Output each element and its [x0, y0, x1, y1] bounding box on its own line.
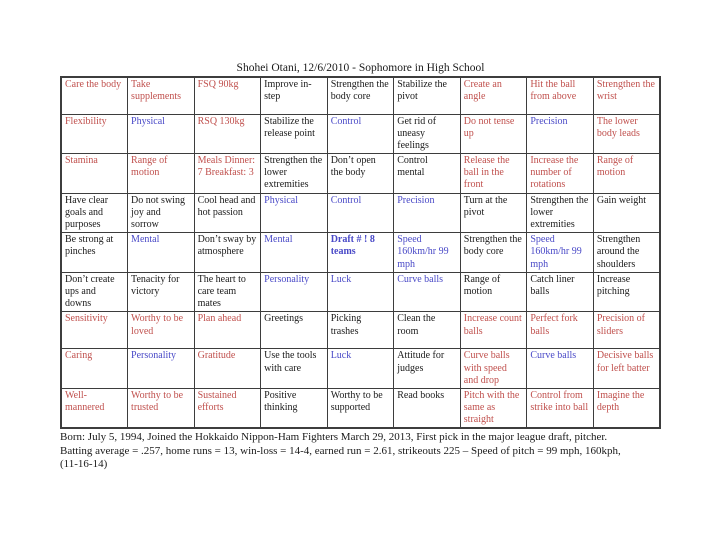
grid-cell-r3c4: Strengthen the lower extremities	[261, 154, 328, 194]
grid-row-4	[61, 193, 660, 233]
grid-cell-r5c6: Speed 160km/hr 99 mph	[394, 233, 461, 273]
grid-cell-r1c8: Hit the ball from above	[527, 77, 594, 114]
grid-cell-r1c1: Care the body	[61, 77, 128, 114]
grid-cell-r9c4: Positive thinking	[261, 388, 328, 428]
grid-cell-r6c8: Catch liner balls	[527, 272, 594, 312]
grid-cell-r8c3: Gratitude	[194, 349, 261, 389]
grid-cell-r9c2: Worthy to be trusted	[128, 388, 195, 428]
goal-grid-body	[61, 77, 660, 428]
grid-cell-r9c5: Worthy to be supported	[327, 388, 394, 428]
grid-cell-r5c9: Strengthen around the shoulders	[593, 233, 660, 273]
grid-cell-r8c7: Curve balls with speed and drop	[460, 349, 527, 389]
grid-cell-r5c7: Strengthen the body core	[460, 233, 527, 273]
grid-cell-r5c8: Speed 160km/hr 99 mph	[527, 233, 594, 273]
grid-cell-r4c7: Turn at the pivot	[460, 193, 527, 233]
grid-cell-r5c5: Draft # ! 8 teams	[327, 233, 394, 273]
grid-cell-r3c5: Don’t open the body	[327, 154, 394, 194]
grid-cell-r9c3: Sustained efforts	[194, 388, 261, 428]
grid-cell-r6c5: Luck	[327, 272, 394, 312]
grid-cell-r7c1: Sensitivity	[61, 312, 128, 349]
grid-cell-r6c6: Curve balls	[394, 272, 461, 312]
grid-cell-r5c2: Mental	[128, 233, 195, 273]
grid-cell-r2c3: RSQ 130kg	[194, 114, 261, 154]
grid-cell-r1c9: Strengthen the wrist	[593, 77, 660, 114]
grid-cell-r1c2: Take supplements	[128, 77, 195, 114]
grid-cell-r9c8: Control from strike into ball	[527, 388, 594, 428]
grid-cell-r4c6: Precision	[394, 193, 461, 233]
grid-cell-r7c7: Increase count balls	[460, 312, 527, 349]
grid-cell-r8c8: Curve balls	[527, 349, 594, 389]
grid-cell-r6c3: The heart to care team mates	[194, 272, 261, 312]
footer-line-2: Batting average = .257, home runs = 13, win-loss = 14-4, earned run = 2.61, strikeouts 225 – Speed of pitch = 99 mph, 160kph,	[60, 444, 621, 457]
grid-cell-r6c7: Range of motion	[460, 272, 527, 312]
grid-cell-r5c4: Mental	[261, 233, 328, 273]
grid-cell-r6c4: Personality	[261, 272, 328, 312]
grid-cell-r2c5: Control	[327, 114, 394, 154]
grid-cell-r3c2: Range of motion	[128, 154, 195, 194]
grid-cell-r1c6: Stabilize the pivot	[394, 77, 461, 114]
grid-cell-r3c6: Control mental	[394, 154, 461, 194]
grid-cell-r4c2: Do not swing joy and sorrow	[128, 193, 195, 233]
grid-cell-r7c4: Greetings	[261, 312, 328, 349]
grid-cell-r4c8: Strengthen the lower extremities	[527, 193, 594, 233]
footer-notes	[60, 431, 664, 472]
grid-cell-r1c7: Create an angle	[460, 77, 527, 114]
grid-cell-r2c7: Do not tense up	[460, 114, 527, 154]
grid-row-5	[61, 233, 660, 273]
grid-row-3	[61, 154, 660, 194]
grid-cell-r7c3: Plan ahead	[194, 312, 261, 349]
grid-cell-r3c7: Release the ball in the front	[460, 154, 527, 194]
grid-cell-r2c8: Precision	[527, 114, 594, 154]
grid-cell-r2c4: Stabilize the release point	[261, 114, 328, 154]
grid-cell-r4c1: Have clear goals and purposes	[61, 193, 128, 233]
grid-cell-r1c5: Strengthen the body core	[327, 77, 394, 114]
grid-cell-r9c7: Pitch with the same as straight	[460, 388, 527, 428]
grid-cell-r8c9: Decisive balls for left batter	[593, 349, 660, 389]
grid-cell-r9c9: Imagine the depth	[593, 388, 660, 428]
grid-row-8	[61, 349, 660, 389]
grid-cell-r7c8: Perfect fork balls	[527, 312, 594, 349]
grid-cell-r8c1: Caring	[61, 349, 128, 389]
grid-cell-r4c3: Cool head and hot passion	[194, 193, 261, 233]
grid-cell-r1c4: Improve in-step	[261, 77, 328, 114]
grid-cell-r5c3: Don’t sway by atmosphere	[194, 233, 261, 273]
grid-cell-r8c5: Luck	[327, 349, 394, 389]
grid-row-2	[61, 114, 660, 154]
grid-cell-r2c6: Get rid of uneasy feelings	[394, 114, 461, 154]
grid-cell-r1c3: FSQ 90kg	[194, 77, 261, 114]
grid-cell-r7c2: Worthy to be loved	[128, 312, 195, 349]
grid-cell-r6c9: Increase pitching	[593, 272, 660, 312]
grid-cell-r8c6: Attitude for judges	[394, 349, 461, 389]
grid-row-9	[61, 388, 660, 428]
grid-cell-r7c9: Precision of sliders	[593, 312, 660, 349]
footer-line-3: (11-16-14)	[60, 458, 108, 471]
footer-line-1: Born: July 5, 1994, Joined the Hokkaido Nippon-Ham Fighters March 29, 2013, First pick in the major league draft, pitcher.	[60, 431, 608, 444]
grid-cell-r8c2: Personality	[128, 349, 195, 389]
grid-cell-r8c4: Use the tools with care	[261, 349, 328, 389]
grid-cell-r3c1: Stamina	[61, 154, 128, 194]
grid-cell-r2c2: Physical	[128, 114, 195, 154]
grid-cell-r2c9: The lower body leads	[593, 114, 660, 154]
grid-cell-r2c1: Flexibility	[61, 114, 128, 154]
page-title: Shohei Otani, 12/6/2010 - Sophomore in High School	[236, 62, 485, 74]
grid-cell-r6c1: Don’t create ups and downs	[61, 272, 128, 312]
grid-cell-r4c4: Physical	[261, 193, 328, 233]
grid-cell-r4c9: Gain weight	[593, 193, 660, 233]
grid-cell-r4c5: Control	[327, 193, 394, 233]
grid-cell-r7c5: Picking trashes	[327, 312, 394, 349]
grid-cell-r6c2: Tenacity for victory	[128, 272, 195, 312]
grid-cell-r3c9: Range of motion	[593, 154, 660, 194]
grid-row-7	[61, 312, 660, 349]
grid-row-6	[61, 272, 660, 312]
grid-cell-r3c8: Increase the number of rotations	[527, 154, 594, 194]
grid-cell-r5c1: Be strong at pinches	[61, 233, 128, 273]
grid-cell-r3c3: Meals Dinner: 7 Breakfast: 3	[194, 154, 261, 194]
grid-row-1	[61, 77, 660, 114]
grid-cell-r9c6: Read books	[394, 388, 461, 428]
goal-grid-table	[60, 76, 661, 429]
grid-cell-r9c1: Well-mannered	[61, 388, 128, 428]
grid-cell-r7c6: Clean the room	[394, 312, 461, 349]
